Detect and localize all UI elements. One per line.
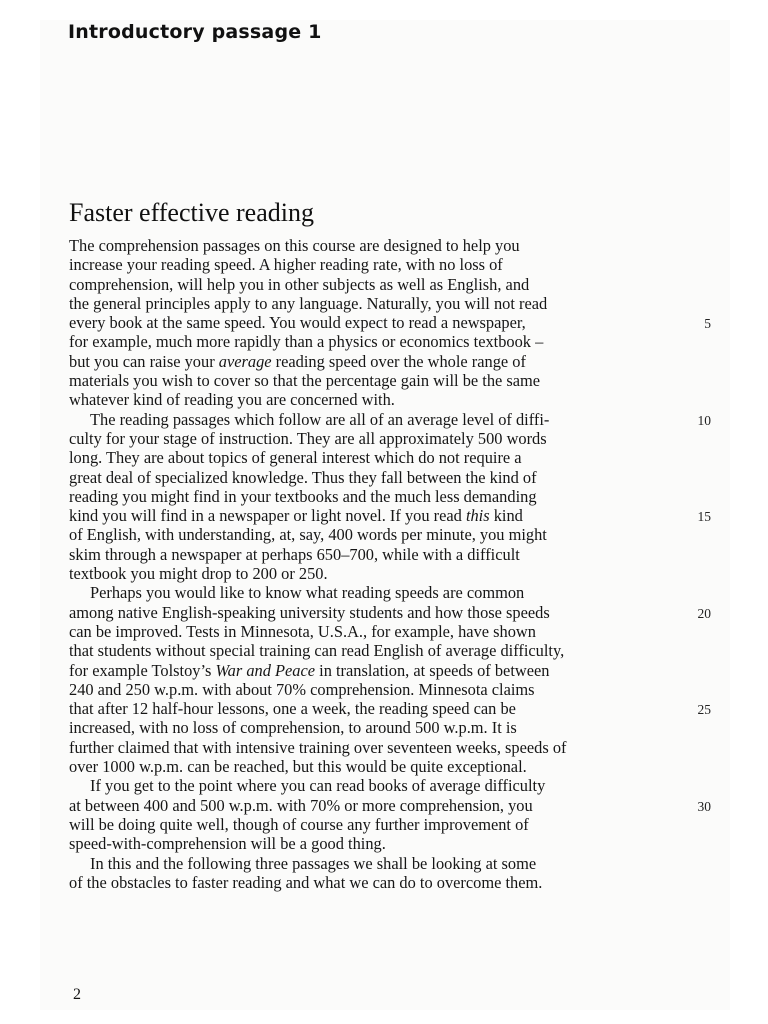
text-run: The comprehension passages on this course are designed to help you (69, 236, 520, 255)
text-run: Perhaps you would like to know what reading speeds are common (90, 583, 525, 603)
text-run: will be doing quite well, though of course any further improvement of (69, 814, 529, 834)
text-line (69, 545, 679, 564)
margin-line-number: 15 (697, 509, 711, 525)
text-line (69, 236, 679, 255)
text-run: at between 400 and 500 w.p.m. with 70% or more comprehension, you (69, 795, 533, 815)
text-line (69, 583, 679, 602)
margin-line-number: 25 (697, 702, 711, 718)
text-line (69, 622, 679, 641)
text-run: skim through a newspaper at perhaps 650–700, while with a difficult (69, 544, 520, 564)
text-line (69, 352, 679, 371)
text-line (69, 641, 679, 660)
text-run: 240 and 250 w.p.m. with about 70% comprehension. Minnesota claims (69, 679, 535, 699)
text-run: for example, much more rapidly than a physics or economics textbook – (69, 332, 544, 352)
text-run: increase your reading speed. A higher reading rate, with no loss of (69, 255, 503, 275)
italic-text: average (218, 351, 272, 371)
passage-title: Faster effective reading (69, 198, 314, 227)
text-line (69, 506, 679, 525)
text-run: materials you wish to cover so that the percentage gain will be the same (69, 371, 541, 391)
text-line (69, 525, 679, 544)
text-run: speed-with-comprehension will be a good thing. (69, 834, 386, 854)
text-run: can be improved. Tests in Minnesota, U.S.A., for example, have shown (69, 621, 536, 641)
text-run: long. They are about topics of general interest which do not require a (69, 448, 522, 468)
text-line (69, 699, 679, 718)
text-run: that students without special training can read English of average difficulty, (69, 641, 565, 661)
text-run: reading you might find in your textbooks and the much less demanding (69, 486, 537, 506)
text-run: of the obstacles to faster reading and what we can do to overcome them. (69, 872, 543, 892)
text-line (69, 371, 679, 390)
passage-body (69, 236, 679, 892)
text-line (69, 294, 679, 313)
text-run: that after 12 half-hour lessons, one a week, the reading speed can be (69, 699, 516, 719)
text-line (69, 390, 679, 409)
text-line (69, 738, 679, 757)
text-line (69, 815, 679, 834)
text-line (69, 429, 679, 448)
text-line (69, 718, 679, 737)
text-line (69, 776, 679, 795)
text-line (69, 564, 679, 583)
text-line (69, 873, 679, 892)
text-line (69, 680, 679, 699)
italic-text: this (465, 506, 490, 526)
margin-line-number: 10 (697, 412, 711, 428)
margin-line-number: 5 (704, 316, 711, 332)
text-run: over 1000 w.p.m. can be reached, but this would be quite exceptional. (69, 757, 527, 777)
text-run: the general principles apply to any language. Naturally, you will not read (69, 293, 548, 313)
text-run: but you can raise your (69, 351, 219, 371)
text-run: of English, with understanding, at, say, 400 words per minute, you might (69, 525, 547, 545)
text-line (69, 410, 679, 429)
text-line (69, 468, 679, 487)
text-run: If you get to the point where you can read books of average difficulty (90, 776, 546, 796)
page-number: 2 (73, 986, 81, 1003)
text-line (69, 757, 679, 776)
text-run: for example Tolstoy’s (69, 660, 216, 680)
text-run: In this and the following three passages we shall be looking at some (90, 853, 537, 873)
text-run: textbook you might drop to 200 or 250. (69, 564, 328, 584)
text-line (69, 332, 679, 351)
text-run: every book at the same speed. You would expect to read a newspaper, (69, 313, 526, 333)
text-run: increased, with no loss of comprehension, to around 500 w.p.m. It is (69, 718, 517, 738)
margin-line-number: 20 (697, 605, 711, 621)
text-run: whatever kind of reading you are concerned with. (69, 390, 395, 410)
text-run: kind you will find in a newspaper or light novel. If you read (69, 506, 466, 526)
text-run: great deal of specialized knowledge. Thus they fall between the kind of (69, 467, 537, 487)
text-run: in translation, at speeds of between (315, 660, 550, 680)
text-line (69, 603, 679, 622)
text-line (69, 796, 679, 815)
text-line (69, 661, 679, 680)
text-run: The reading passages which follow are all of an average level of diffi- (90, 409, 550, 429)
text-line (69, 854, 679, 873)
text-line (69, 313, 679, 332)
text-line (69, 834, 679, 853)
text-run: comprehension, will help you in other subjects as well as English, and (69, 274, 530, 294)
text-line (69, 255, 679, 274)
text-line (69, 275, 679, 294)
section-header: Introductory passage 1 (68, 21, 322, 43)
text-run: reading speed over the whole range of (271, 351, 526, 371)
italic-text: War and Peace (215, 660, 316, 680)
text-run: culty for your stage of instruction. They are all approximately 500 words (69, 428, 547, 448)
text-run: further claimed that with intensive training over seventeen weeks, speeds of (69, 737, 567, 757)
margin-line-number: 30 (697, 798, 711, 814)
text-run: kind (489, 506, 523, 526)
text-line (69, 487, 679, 506)
text-run: among native English-speaking university students and how those speeds (69, 602, 550, 622)
text-line (69, 448, 679, 467)
